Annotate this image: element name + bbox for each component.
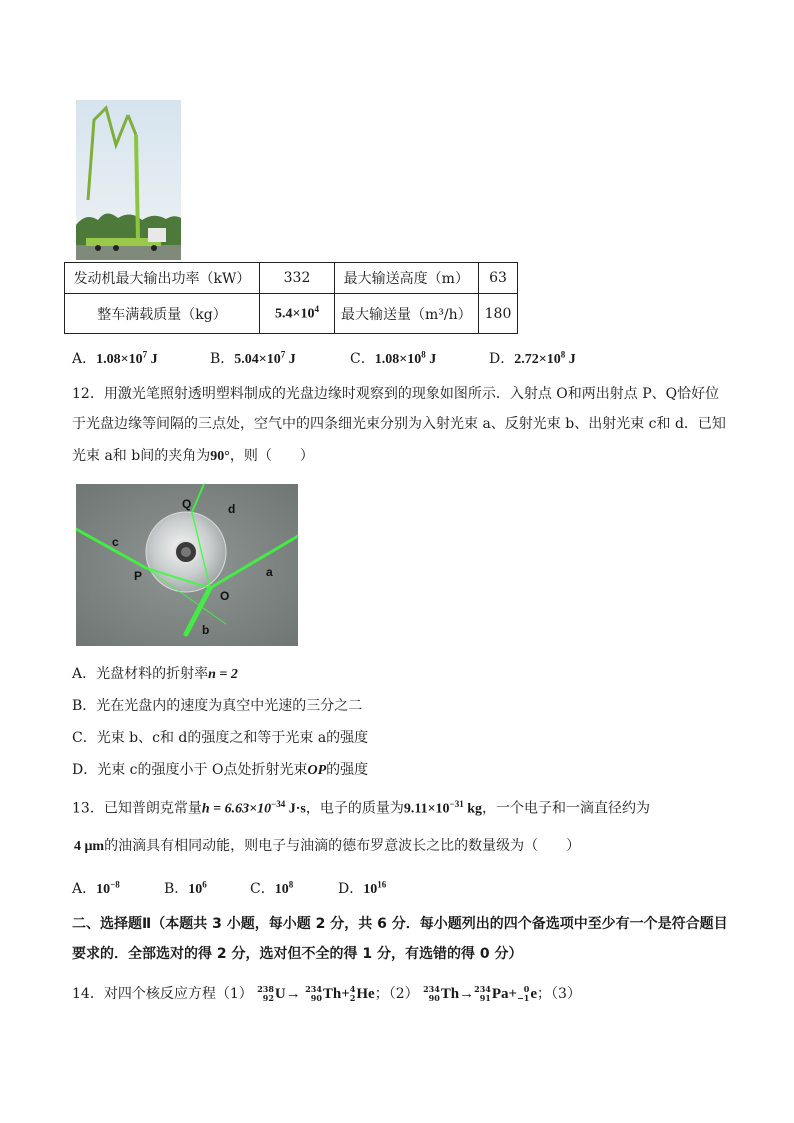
q12-option-d: D．光束 c的强度小于 O点处折射光束OP的强度 [72, 762, 369, 778]
q11-option-d: D．$2.72\times 10^8$ J [489, 349, 576, 367]
q11-option-b: B．$5.04\times 10^7$ J [210, 349, 296, 367]
label-p: P [134, 569, 143, 583]
section2-heading-line1: 二、选择题Ⅱ（本题共 3 小题，每小题 2 分，共 6 分．每小题列出的四个备选项中至少有一个是符合题目 [72, 916, 728, 932]
max-height-value: 63 [478, 263, 518, 294]
nuclide-pa234: 234 91 [474, 984, 491, 1003]
label-b: b [202, 623, 210, 637]
engine-power-value: 332 [260, 263, 335, 294]
q13-stem-line2: 4 μm的油滴具有相同动能，则电子与油滴的德布罗意波长之比的数量级为（ ） [74, 838, 581, 854]
q12-stem-line1: 12．用激光笔照射透明塑料制成的光盘边缘时观察到的现象如图所示．入射点 O和两出射点 P、Q恰好位 [72, 386, 720, 402]
q13-option-d: D．$10^{16}$ [338, 879, 387, 897]
max-delivery-label: 最大输送量（m³/h） [335, 294, 479, 334]
nuclide-u238: 238 92 [257, 984, 274, 1003]
spec-table [64, 262, 518, 334]
nuclide-he4: 4 2 [349, 984, 356, 1003]
q13-option-c: C．$10^8$ [250, 879, 294, 897]
full-load-mass-value: $5.4\times 10^4$ [260, 294, 335, 334]
table-row [65, 263, 518, 294]
q11-option-c: C．$1.08\times 10^8$ J [350, 349, 437, 367]
max-delivery-value: 180 [478, 294, 518, 334]
q13-stem-line1: 13．已知普朗克常量$h = 6.63\times 10^{-34}$ J·s，电子的质量为$9.11\times 10^{-31}$ kg，一个电子和一滴直径约为 [72, 799, 650, 817]
label-q: Q [182, 497, 192, 511]
laser-disc-illustration [76, 484, 298, 646]
q11-option-a: A．$1.08\times 10^7$ J [72, 349, 158, 367]
electron: 0 −1 [517, 984, 530, 1003]
label-d: d [228, 502, 236, 516]
engine-power-label: 发动机最大输出功率（kW） [65, 263, 260, 294]
table-row [65, 294, 518, 334]
label-c: c [112, 535, 119, 549]
q13-option-b: B．$10^6$ [164, 879, 207, 897]
q14-stem-line1: 14．对四个核反应方程（1） 238 92U→ 234 90Th+4 2He；（2） 234 90Th→234 91Pa+ 0 −1e；（3） [72, 984, 581, 1003]
full-load-mass-label: 整车满载质量（kg） [65, 294, 260, 334]
pump-truck-photo [76, 100, 181, 260]
label-o: O [220, 589, 230, 603]
nuclide-th234-b: 234 90 [423, 984, 440, 1003]
max-height-label: 最大输送高度（m） [335, 263, 479, 294]
laser-disc-figure [76, 484, 298, 646]
q12-stem-line3: 光束 a和 b间的夹角为90°，则（ ） [72, 448, 314, 464]
q12-option-c: C．光束 b、c和 d的强度之和等于光束 a的强度 [72, 730, 369, 746]
q12-stem-line2: 于光盘边缘等间隔的三点处，空气中的四条细光束分别为入射光束 a、反射光束 b、出射光束 c和 d．已知 [72, 416, 726, 432]
label-a: a [266, 565, 273, 579]
q13-option-a: A．$10^{-8}$ [72, 879, 120, 897]
section2-heading-line2: 要求的．全部选对的得 2 分，选对但不全的得 1 分，有选错的得 0 分） [72, 946, 523, 962]
q12-option-b: B．光在光盘内的速度为真空中光速的三分之二 [72, 698, 363, 714]
pump-truck-illustration [76, 100, 181, 260]
q12-option-a: A．光盘材料的折射率n = 2 [72, 666, 238, 682]
nuclide-th234: 234 90 [305, 984, 322, 1003]
